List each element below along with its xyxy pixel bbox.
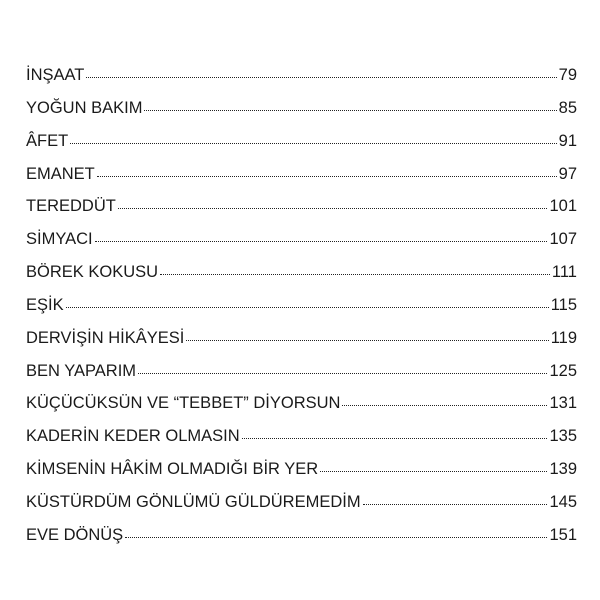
toc-entry [26, 289, 577, 322]
toc-entry [26, 92, 577, 125]
toc-entry [26, 387, 577, 420]
toc-entry-page: 115 [550, 295, 577, 314]
toc-entry-page: 101 [549, 197, 577, 216]
toc-entry-page: 107 [549, 230, 577, 249]
toc-entry-title: BÖREK KOKUSU [26, 263, 159, 282]
toc-entry-page: 139 [549, 460, 577, 479]
toc-entry-title: İNŞAAT [26, 66, 85, 84]
toc-entry-page: 145 [549, 492, 577, 511]
toc-dot-leader [160, 257, 550, 277]
toc-dot-leader [70, 126, 556, 146]
toc-entry-page: 119 [550, 328, 577, 347]
toc-entry-title: DERVİŞİN HİKÂYESİ [26, 328, 185, 347]
toc-entry [26, 519, 577, 552]
toc-entry-title: KADERİN KEDER OLMASIN [26, 427, 240, 446]
toc-entry-page: 91 [558, 131, 577, 150]
toc-entry-page: 151 [549, 525, 577, 544]
toc-dot-leader [118, 191, 548, 211]
toc-entry-title: KİMSENİN HÂKİM OLMADIĞI BİR YER [26, 460, 319, 479]
toc-entry-title: SİMYACI [26, 230, 93, 249]
toc-dot-leader [138, 356, 547, 376]
toc-dot-leader [144, 93, 556, 113]
toc-entry-page: 111 [551, 263, 577, 282]
toc-entry [26, 223, 577, 256]
toc-dot-leader [66, 290, 549, 310]
table-of-contents [26, 59, 577, 552]
toc-entry-title: KÜÇÜCÜKSÜN VE “TEBBET” DİYORSUN [26, 394, 341, 413]
toc-dot-leader [186, 323, 548, 343]
toc-dot-leader [86, 60, 556, 80]
toc-entry [26, 59, 577, 92]
toc-dot-leader [97, 159, 557, 179]
toc-dot-leader [342, 388, 547, 408]
toc-dot-leader [95, 224, 548, 244]
toc-dot-leader [320, 454, 547, 474]
toc-dot-leader [125, 520, 547, 540]
toc-entry-page: 85 [558, 98, 577, 117]
toc-entry-page: 135 [549, 427, 577, 446]
toc-entry-title: BEN YAPARIM [26, 361, 137, 380]
toc-entry [26, 190, 577, 223]
toc-entry [26, 322, 577, 355]
toc-entry-title: EMANET [26, 164, 95, 183]
toc-dot-leader [242, 421, 548, 441]
toc-entry-title: EŞİK [26, 295, 64, 314]
toc-entry-title: EVE DÖNÜŞ [26, 525, 124, 544]
toc-dot-leader [363, 487, 548, 507]
toc-entry [26, 453, 577, 486]
toc-entry [26, 158, 577, 191]
toc-entry-title: TEREDDÜT [26, 197, 116, 216]
toc-entry-page: 79 [558, 66, 577, 84]
toc-entry-page: 97 [558, 164, 577, 183]
toc-entry-title: YOĞUN BAKIM [26, 98, 143, 117]
toc-entry-page: 125 [549, 361, 577, 380]
toc-entry-title: KÜSTÜRDÜM GÖNLÜMÜ GÜLDÜREMEDİM [26, 492, 361, 511]
toc-entry [26, 256, 577, 289]
toc-entry [26, 486, 577, 519]
toc-entry [26, 355, 577, 388]
toc-entry [26, 420, 577, 453]
toc-entry-page: 131 [549, 394, 577, 413]
toc-entry [26, 125, 577, 158]
toc-entry-title: ÂFET [26, 131, 69, 150]
